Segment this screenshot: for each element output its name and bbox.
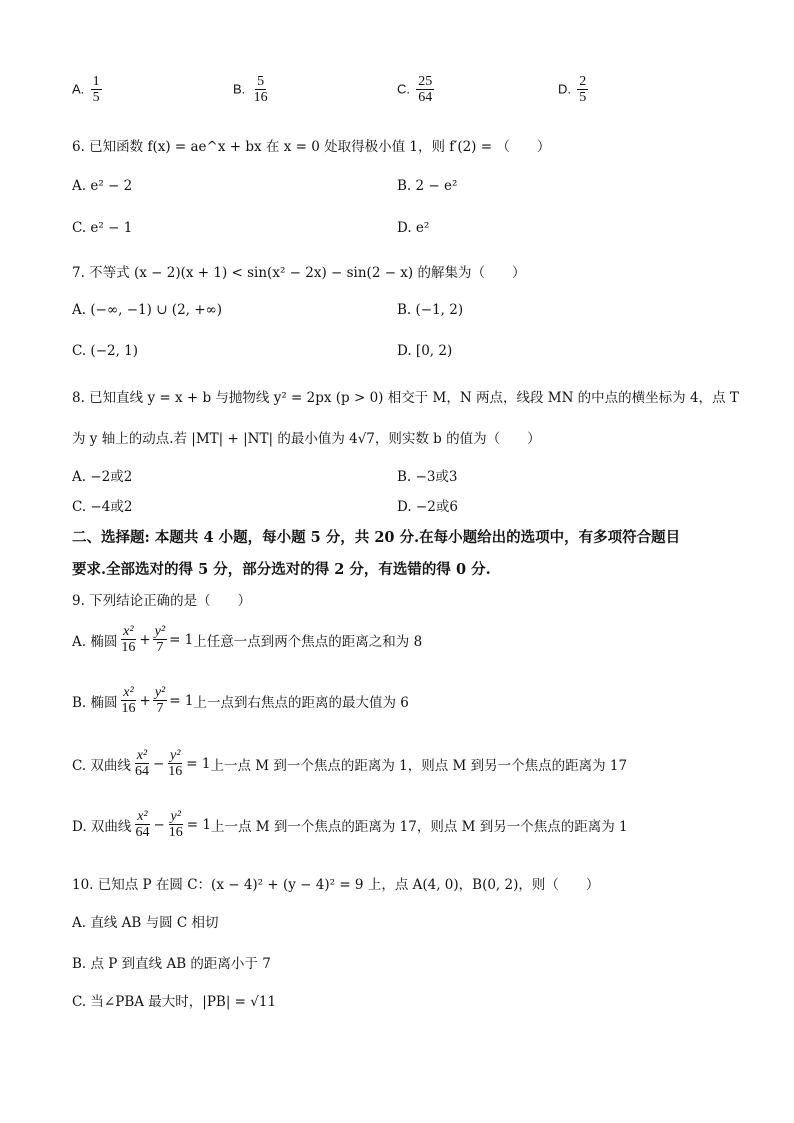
q8-stem-line1: 8. 已知直线 y = x + b 与抛物线 y² = 2px (p > 0) 相交于 M，N 两点，线段 MN 的中点的横坐标为 4，点 T xyxy=(72,390,739,406)
q5-option-d: D. $\frac{2}{5}$ xyxy=(558,74,587,106)
fraction: $\frac{\text{y²}}{16}$ xyxy=(168,748,183,780)
fraction: $\frac{\text{y²}}{7}$ xyxy=(154,624,166,656)
q9-option-b: B. 椭圆 $\frac{\text{x²}}{16}$ + $\frac{\text{y²}}{7}$ = 1 上一点到右焦点的距离的最大值为 6 xyxy=(72,685,409,717)
fraction: $\frac{\text{x²}}{64}$ xyxy=(134,748,149,780)
fraction: $\frac{\text{x²}}{64}$ xyxy=(135,809,150,841)
q6-option-d: D. e² xyxy=(397,220,430,236)
q7-stem: 7. 不等式 (x − 2)(x + 1) < sin(x² − 2x) − sin(2 − x) 的解集为（ ） xyxy=(72,265,526,281)
q8-option-a: A. −2或2 xyxy=(72,469,133,485)
q7-option-a: A. (−∞, −1) ∪ (2, +∞) xyxy=(72,302,223,318)
q7-option-b: B. (−1, 2) xyxy=(397,302,464,318)
q8-option-d: D. −2或6 xyxy=(397,499,458,515)
q10-option-c: C. 当∠PBA 最大时，|PB| = √11 xyxy=(72,994,277,1010)
q6-option-a: A. e² − 2 xyxy=(72,178,133,194)
q5-option-a: A. $\frac{1}{5}$ xyxy=(72,74,100,106)
fraction: $\frac{25}{64}$ xyxy=(418,74,433,106)
q7-option-d: D. [0, 2) xyxy=(397,343,453,359)
q6-option-b: B. 2 − e² xyxy=(397,178,458,194)
q8-option-b: B. −3或3 xyxy=(397,469,458,485)
q5-option-b: B. $\frac{5}{16}$ xyxy=(233,74,268,106)
q10-option-b: B. 点 P 到直线 AB 的距离小于 7 xyxy=(72,956,271,972)
q9-option-c: C. 双曲线 $\frac{\text{x²}}{64}$ − $\frac{\text{y²}}{16}$ = 1 上一点 M 到一个焦点的距离为 1，则点 M 到另一个焦点的距离为 17 xyxy=(72,748,628,780)
fraction: $\frac{5}{16}$ xyxy=(253,74,268,106)
fraction: $\frac{\text{x²}}{16}$ xyxy=(121,685,136,717)
q9-option-d: D. 双曲线 $\frac{\text{x²}}{64}$ − $\frac{\text{y²}}{16}$ = 1 上一点 M 到一个焦点的距离为 17，则点 M 到另一个焦点的距离为 1 xyxy=(72,809,628,841)
q6-stem: 6. 已知函数 f(x) = ae^x + bx 在 x = 0 处取得极小值 1，则 f′(2) = （ ） xyxy=(72,139,551,155)
q6-option-c: C. e² − 1 xyxy=(72,220,133,236)
q8-stem-line2: 为 y 轴上的动点.若 |MT| + |NT| 的最小值为 4√7，则实数 b 的值为（ ） xyxy=(72,431,541,447)
fraction: $\frac{2}{5}$ xyxy=(579,74,587,106)
q10-option-a: A. 直线 AB 与圆 C 相切 xyxy=(72,915,219,931)
fraction: $\frac{1}{5}$ xyxy=(92,74,100,106)
section-heading-line2: 要求.全部选对的得 5 分，部分选对的得 2 分，有选错的得 0 分. xyxy=(72,561,491,578)
section-heading-line1: 二、选择题: 本题共 4 小题，每小题 5 分，共 20 分.在每小题给出的选项中，有多项符合题目 xyxy=(72,529,681,546)
q8-option-c: C. −4或2 xyxy=(72,499,133,515)
q9-option-a: A. 椭圆 $\frac{\text{x²}}{16}$ + $\frac{\text{y²}}{7}$ = 1 上任意一点到两个焦点的距离之和为 8 xyxy=(72,624,423,656)
q10-stem: 10. 已知点 P 在圆 C：(x − 4)² + (y − 4)² = 9 上，点 A(4, 0)，B(0, 2)，则（ ） xyxy=(72,877,600,893)
q9-stem: 9. 下列结论正确的是（ ） xyxy=(72,593,252,609)
fraction: $\frac{\text{y²}}{7}$ xyxy=(154,685,166,717)
q7-option-c: C. (−2, 1) xyxy=(72,343,139,359)
fraction: $\frac{\text{y²}}{16}$ xyxy=(168,809,183,841)
q5-option-c: C. $\frac{25}{64}$ xyxy=(397,74,433,106)
fraction: $\frac{\text{x²}}{16}$ xyxy=(121,624,136,656)
